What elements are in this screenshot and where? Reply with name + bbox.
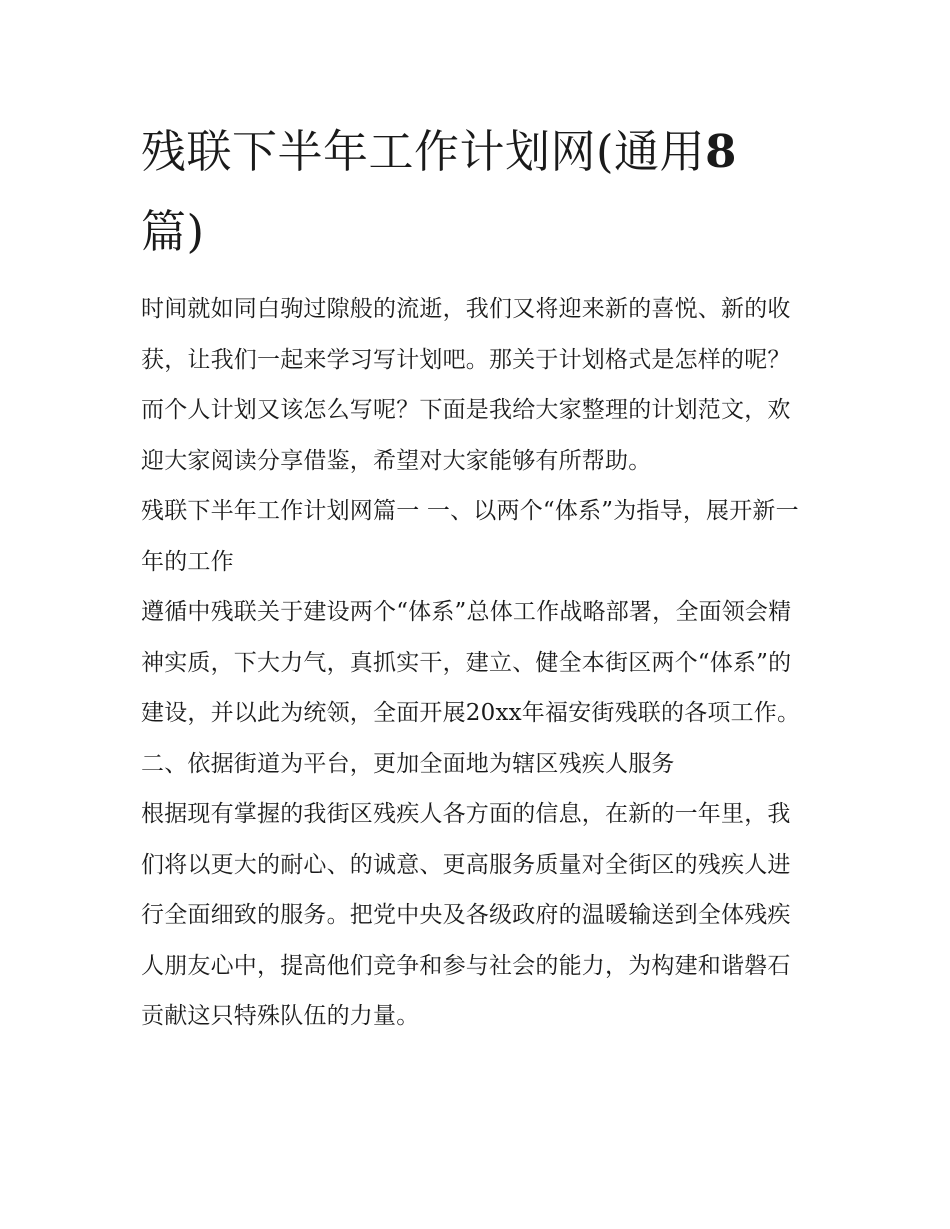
document-body [141,112,813,1042]
document-title [141,112,813,272]
title-text-part1: 残联下半年工作计划网(通用 [141,125,706,178]
section-1-paragraph: 遵循中残联关于建设两个“体系”总体工作战略部署，全面领会精神实质，下大力气，真抓实干，建立、健全本街区两个“体系”的建设，并以此为统领，全面开展20xx年福安街残联的各项工作。 [141,599,801,726]
section-2-paragraph: 根据现有掌握的我街区残疾人各方面的信息，在新的一年里，我们将以更大的耐心、的诚意、更高服务质量对全街区的残疾人进行全面细致的服务。把党中央及各级政府的温暖输送到全体残疾人朋友心中，提高他们竞争和参与社会的能力，为构建和谐磐石贡献这只特殊队伍的力量。 [141,801,791,1029]
title-number: 8 [705,125,737,178]
title-text-part3: 篇) [141,205,205,258]
intro-paragraph: 时间就如同白驹过隙般的流逝，我们又将迎来新的喜悦、新的收获，让我们一起来学习写计划吧。那关于计划格式是怎样的呢？而个人计划又该怎么写呢？下面是我给大家整理的计划范文，欢迎大家阅读分享借鉴，希望对大家能够有所帮助。 [141,296,791,474]
section-2-heading: 二、依据街道为平台，更加全面地为辖区残疾人服务 [141,750,675,777]
section-1-heading: 残联下半年工作计划网篇一 一、以两个“体系”为指导，展开新一年的工作 [141,498,799,575]
